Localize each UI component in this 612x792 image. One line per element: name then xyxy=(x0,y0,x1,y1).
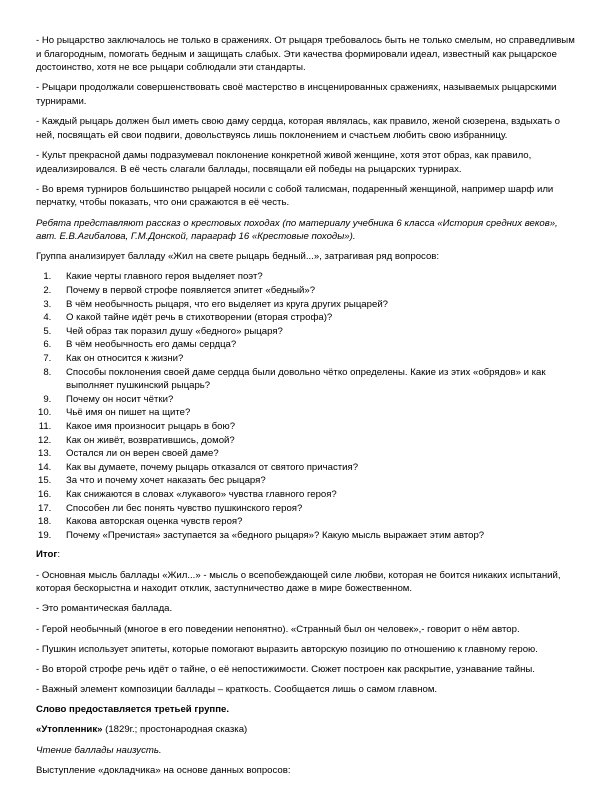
list-item: 8. Способы поклонения своей даме сердца были довольно чётко определены. Какие из этих «обрядов» и как выполняет пушкинский рыцарь? xyxy=(54,366,579,393)
poem-title: «Утопленник» xyxy=(36,724,103,736)
list-item: 1. Какие черты главного героя выделяет поэт? xyxy=(54,270,579,284)
summary-heading xyxy=(36,548,579,562)
list-item: 10. Чьё имя он пишет на щите? xyxy=(54,406,579,420)
poem-meta: (1829г.; простонародная сказка) xyxy=(102,724,248,736)
paragraph-talisman: - Во время турниров большинство рыцарей носили с собой талисман, подаренный женщиной, например шарф или перчатку, чтобы показать, что они сражаются в её честь. xyxy=(36,183,554,209)
list-item: 4. О какой тайне идёт речь в стихотворении (вторая строфа)? xyxy=(54,311,579,325)
document-page xyxy=(36,34,579,784)
paragraph-lady-of-heart: - Каждый рыцарь должен был иметь свою даму сердца, которая являлась, как правило, женой сюзерена, вздыхать о ней, посвящать ей свои подвиги, довольствуясь лишь поклонением и счастьем любить свою избранницу. xyxy=(36,116,560,141)
list-item: 16. Как снижаются в словах «лукавого» чувства главного героя? xyxy=(54,488,579,502)
summary-heading-colon: : xyxy=(57,549,60,561)
poem-heading xyxy=(36,723,579,737)
summary-item: - Пушкин использует эпитеты, которые помогают выразить авторскую позицию по отношению к главному герою. xyxy=(36,643,538,655)
list-item: 5. Чей образ так поразил душу «бедного» рыцаря? xyxy=(54,325,579,339)
list-item: 3. В чём необычность рыцаря, что его выделяет из круга других рыцарей? xyxy=(54,298,579,312)
paragraph-chivalry-virtues: - Но рыцарство заключалось не только в сражениях. От рыцаря требовалось быть не только смелым, но справедливым и благородным, помогать бедным и защищать слабых. Эти качества формировали идеал, известный как рыцарское достоинство, хотя не все рыцари соблюдали эти стандарты. xyxy=(36,35,575,74)
summary-item: - Это романтическая баллада. xyxy=(36,603,173,615)
list-item: 7. Как он относится к жизни? xyxy=(54,352,579,366)
paragraph-cult-of-lady: - Культ прекрасной дамы подразумевал поклонение конкретной живой женщине, хотя этот образ, как правило, идеализировался. В её честь слагали баллады, посвящали ей победы на рыцарских турнирах. xyxy=(36,149,532,175)
summary-heading-text: Итог xyxy=(36,549,58,561)
list-item: 11. Какое имя произносит рыцарь в бою? xyxy=(54,420,579,434)
paragraph-tournaments: - Рыцари продолжали совершенствовать своё мастерство в инсценированных сражениях, называемых рыцарскими турнирами. xyxy=(36,82,557,107)
summary-item: - Герой необычный (многое в его поведении непонятно). «Странный был он человек»,- говорит о нём автор. xyxy=(36,623,520,635)
summary-item: - Во второй строфе речь идёт о тайне, о её непостижимости. Сюжет построен как раскрытие, узнавание тайны. xyxy=(36,663,535,675)
list-item: 9. Почему он носит чётки? xyxy=(54,393,579,407)
list-item: 15. За что и почему хочет наказать бес рыцаря? xyxy=(54,474,579,488)
question-list xyxy=(36,270,579,542)
list-item: 12. Как он живёт, возвратившись, домой? xyxy=(54,434,579,448)
list-item: 19. Почему «Пречистая» заступается за «бедного рыцаря»? Какую мысль выражает этим автор? xyxy=(54,529,579,543)
list-item: 18. Какова авторская оценка чувств героя? xyxy=(54,515,579,529)
reading-note: Чтение баллады наизусть. xyxy=(36,744,162,756)
summary-item: - Основная мысль баллады «Жил...» - мысль о всепобеждающей силе любви, которая не боится никаких испытаний, которая бескорыстна и находит отклик, заступничество даже в мире божественном. xyxy=(36,569,561,595)
list-item: 2. Почему в первой строфе появляется эпитет «бедный»? xyxy=(54,284,579,298)
summary-item: - Важный элемент композиции баллады – краткость. Сообщается лишь о самом главном. xyxy=(36,684,438,696)
third-group-heading: Слово предоставляется третьей группе. xyxy=(36,704,229,716)
list-item: 14. Как вы думаете, почему рыцарь отказался от святого причастия? xyxy=(54,461,579,475)
crusades-note: Ребята представляют рассказ о крестовых походах (по материалу учебника 6 класса «История средних веков», авт. Е.В.Агибалова, Г.М.Донской, параграф 16 «Крестовые походы»). xyxy=(36,217,558,243)
list-item: 6. В чём необычность его дамы сердца? xyxy=(54,338,579,352)
speaker-note: Выступление «докладчика» на основе данных вопросов: xyxy=(36,764,291,776)
list-item: 13. Остался ли он верен своей даме? xyxy=(54,447,579,461)
group-intro: Группа анализирует балладу «Жил на свете рыцарь бедный...», затрагивая ряд вопросов: xyxy=(36,251,440,263)
list-item: 17. Способен ли бес понять чувство пушкинского героя? xyxy=(54,502,579,516)
